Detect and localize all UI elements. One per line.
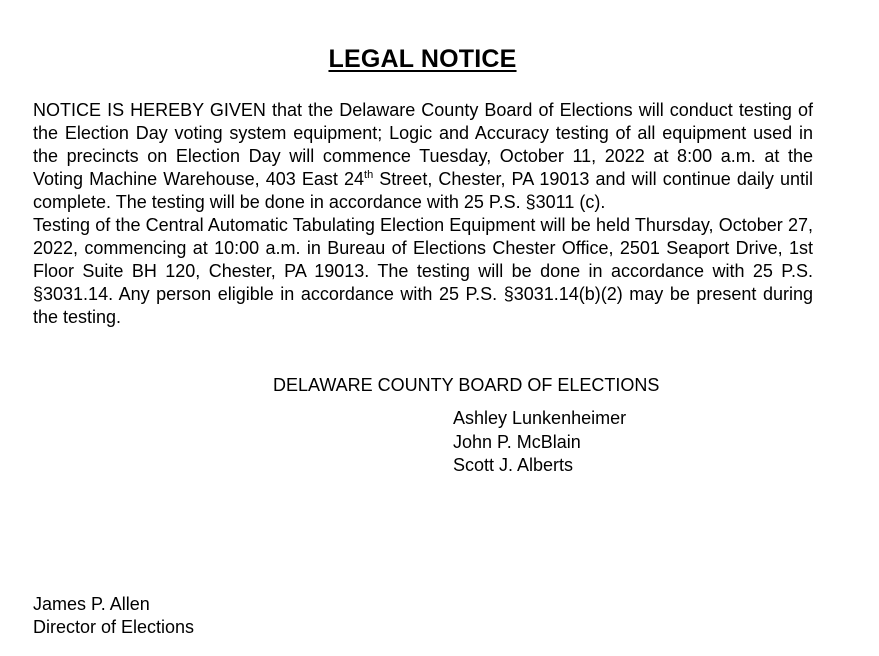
board-members — [453, 407, 626, 478]
director-title: Director of Elections — [33, 617, 195, 637]
board-member: Ashley Lunkenheimer — [453, 408, 627, 428]
director-signature — [33, 593, 194, 639]
notice-paragraph-tabulating-testing: Testing of the Central Automatic Tabulating Election Equipment will be held Thursday, October 27, 2022, commencing at 10:00 a.m. in Bureau of Elections Chester Office, 2501 Seaport Drive, 1st Floor Suite BH 120, Chester, PA 19013. The testing will be done in accordance with 25 P.S. §3031.14. Any person eligible in accordance with 25 P.S. §3031.14(b)(2) may be present during the testing. — [33, 215, 813, 327]
board-member: John P. McBlain — [453, 431, 581, 452]
paragraph-text: Street, Chester, PA 19013 and will continue daily until complete. The testing will be done in accordance with 25 P.S. §3011 (c). — [33, 169, 813, 212]
paragraph-text: NOTICE IS HEREBY GIVEN that the Delaware County Board of Elections will conduct testing of the Election Day voting system equipment; Logic and Accuracy testing of all equipment used in the precincts on Election Day will commence Tuesday, October 11, 2022 at 8:00 a.m. at the Voting Machine Warehouse, 403 East 24 — [33, 100, 813, 189]
notice-body — [33, 99, 813, 329]
notice-paragraph-testing-schedule — [33, 99, 813, 214]
notice-title: LEGAL NOTICE — [328, 45, 517, 73]
board-name: DELAWARE COUNTY BOARD OF ELECTIONS — [273, 375, 660, 395]
ordinal-superscript: th — [364, 169, 374, 181]
board-member: Scott J. Alberts — [453, 455, 574, 475]
director-name: James P. Allen — [33, 594, 150, 614]
